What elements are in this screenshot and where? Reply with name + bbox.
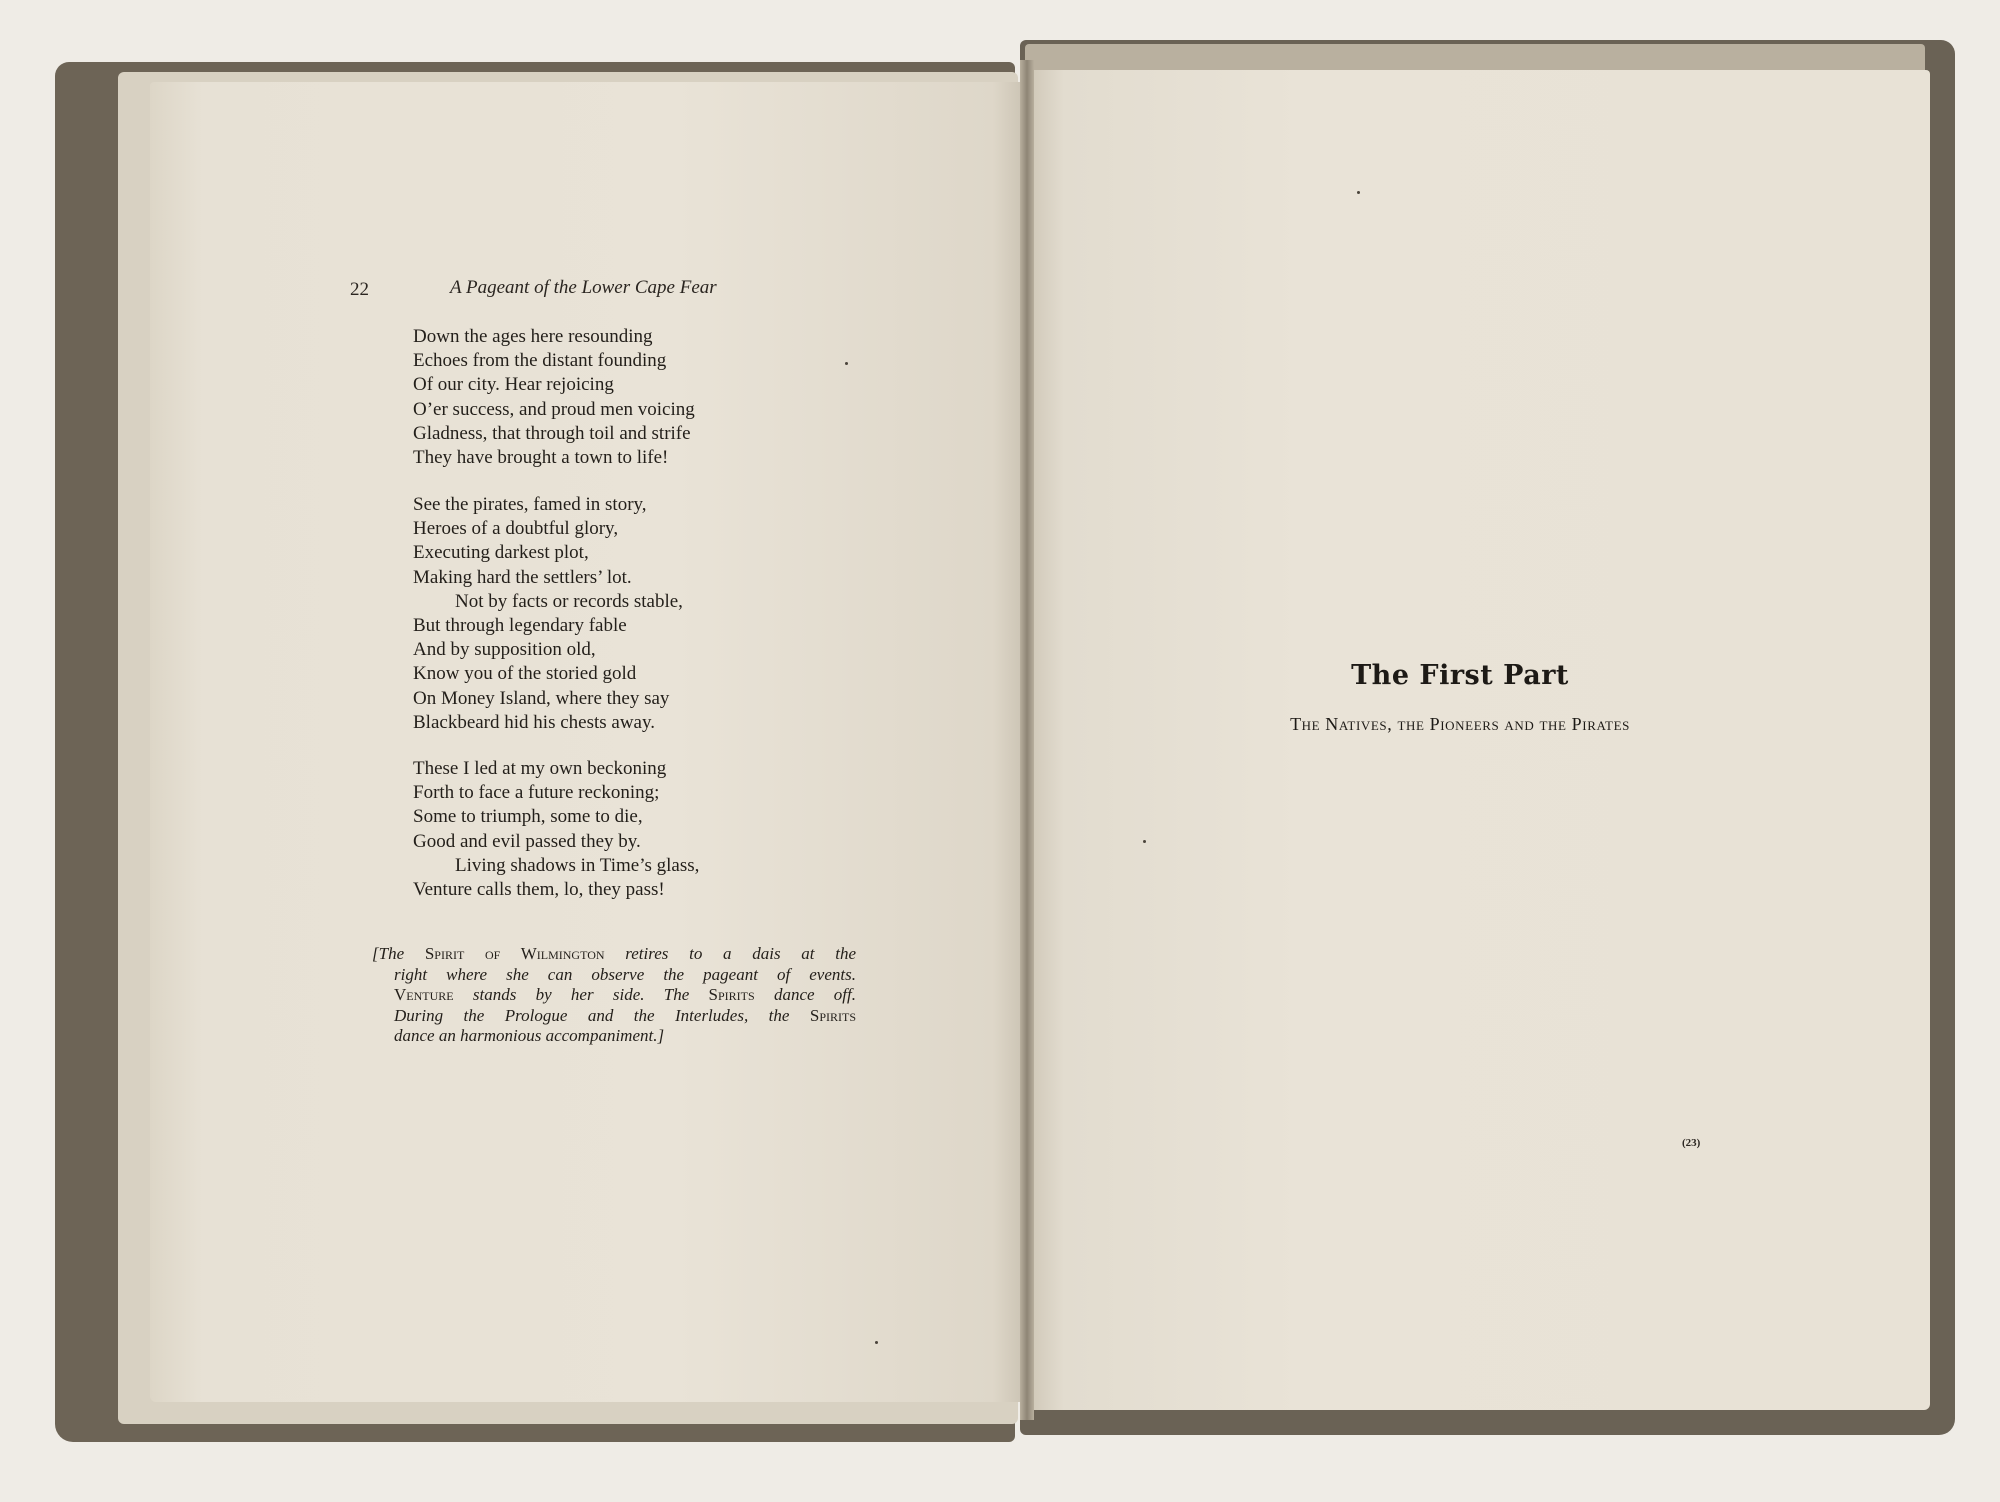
poem-line: Some to triumph, some to die,	[413, 806, 643, 828]
poem-line: Living shadows in Time’s glass,	[455, 854, 700, 876]
poem-line: Making hard the settlers’ lot.	[413, 566, 632, 588]
poem-line: Venture calls them, lo, they pass!	[413, 879, 665, 901]
running-title: A Pageant of the Lower Cape Fear	[450, 277, 717, 298]
poem-line: They have brought a town to life!	[413, 447, 669, 469]
paper-speck	[845, 362, 848, 365]
right-page-number: (23)	[1682, 1137, 1701, 1149]
poem-line: O’er success, and proud men voicing	[413, 398, 695, 420]
stage-direction-line: right where she can observe the pageant of events.	[394, 964, 856, 984]
poem-line: But through legendary fable	[413, 615, 627, 637]
poem-line: Down the ages here resounding	[413, 326, 653, 347]
poem-line: Of our city. Hear rejoicing	[413, 374, 614, 396]
poem-line: Good and evil passed they by.	[413, 830, 641, 852]
part-subtitle: The Natives, the Pioneers and the Pirates	[1290, 714, 1630, 734]
poem-line: Executing darkest plot,	[413, 542, 589, 564]
right-page	[1028, 70, 1930, 1410]
poem-line: Not by facts or records stable,	[455, 590, 683, 612]
poem-line: Blackbeard hid his chests away.	[413, 711, 655, 733]
poem-line: Know you of the storied gold	[413, 663, 637, 685]
poem-line: These I led at my own beckoning	[413, 758, 667, 779]
poem-stanza-1	[413, 325, 695, 470]
poem-line: Echoes from the distant founding	[413, 350, 667, 372]
poem-stanza-3	[413, 757, 699, 902]
poem-line: On Money Island, where they say	[413, 687, 670, 709]
poem-line: Gladness, that through toil and strife	[413, 422, 691, 444]
poem-line: And by supposition old,	[413, 639, 596, 661]
stage-direction-line: During the Prologue and the Interludes, the Spirits	[394, 1005, 856, 1025]
left-page-number: 22	[350, 279, 369, 300]
poem-line: Forth to face a future reckoning;	[413, 782, 660, 804]
poem-line: Heroes of a doubtful glory,	[413, 518, 619, 540]
stage-direction	[372, 944, 856, 1047]
paper-speck	[1143, 840, 1146, 843]
part-title: The First Part	[1351, 660, 1569, 691]
stage-direction-line: [The Spirit of Wilmington retires to a dais at the	[372, 944, 856, 963]
book-gutter	[1020, 60, 1034, 1420]
paper-speck	[875, 1341, 878, 1344]
stage-direction-line: dance an harmonious accompaniment.]	[394, 1026, 665, 1045]
poem-line: See the pirates, famed in story,	[413, 494, 647, 515]
poem-stanza-2	[413, 493, 683, 735]
paper-speck	[1357, 191, 1360, 194]
stage-direction-line: Venture stands by her side. The Spirits dance off.	[394, 985, 856, 1004]
